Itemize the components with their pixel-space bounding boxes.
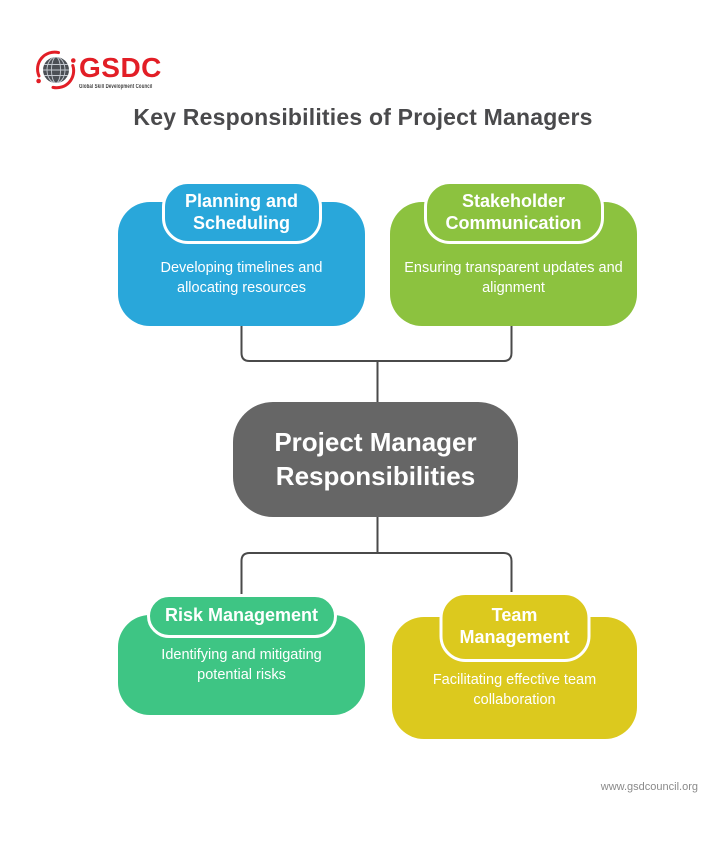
center-node-label: Project Manager Responsibilities [274,426,477,491]
stakeholder-description: Ensuring transparent updates and alignment [404,260,623,297]
logo-tagline: Global Skill Development Council [79,84,153,90]
team-description: Facilitating effective team collaboration [432,672,597,709]
planning-description: Developing timelines and allocating resources [160,260,323,297]
planning-card [118,181,365,327]
team-title: Team Management [459,605,570,647]
center-node [233,402,518,517]
page-title: Key Responsibilities of Project Managers [133,104,593,130]
risk-description: Identifying and mitigating potential risks [161,647,322,684]
stakeholder-card [390,181,637,327]
footer-url: www.gsdcouncil.org [600,781,698,793]
planning-tab [162,181,322,244]
planning-title: Planning and Scheduling [184,190,298,233]
risk-title: Risk Management [164,605,319,626]
risk-card [118,594,365,715]
logo-text: GSDC [79,52,162,83]
stakeholder-title: Stakeholder Communication [445,190,582,233]
team-tab [439,592,590,662]
connector-top-bracket [242,322,512,361]
stakeholder-tab [424,181,604,244]
risk-tab [147,594,337,638]
team-card [392,592,637,739]
